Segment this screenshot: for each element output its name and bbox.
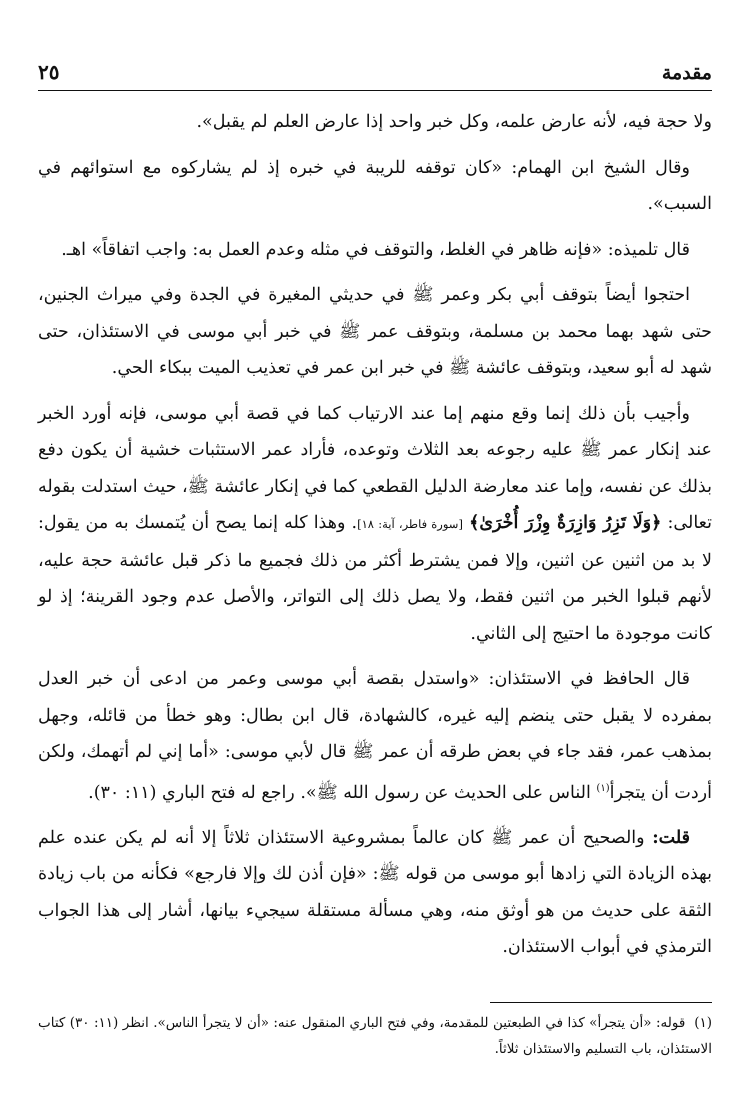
paragraph [38,396,712,653]
page-number: ٢٥ [38,60,60,84]
paragraph [38,820,712,966]
paragraph-text: الناس على الحديث عن رسول الله ﷺ». راجع له فتح الباري (١١: ٣٠). [88,782,591,803]
paragraph [38,661,712,811]
qult-label: قلت: [652,827,690,848]
header-rule [38,90,712,91]
footnote-marker: (١) [596,782,610,794]
verse-reference: [سورة فاطر، آية: ١٨] [357,517,463,531]
footnote-number: (١) [694,1015,713,1031]
paragraph: وقال الشيخ ابن الهمام: «كان توقفه للريبة في خبره إذ لم يشاركوه مع استوائهم في السبب». [38,157,712,214]
footnote [38,1010,712,1062]
paragraph-text: والصحيح أن عمر ﷺ كان عالماً بمشروعية الاستئذان ثلاثاً إلا أنه لم يكن عنده علم بهذه الزيادة التي زادها أبو موسى من قوله ﷺ: «فإن أذن لك وإلا فارجع» فكأنه من باب زيادة الثقة على حديث من هو أوثق منه، وهي مسألة مستقلة سيجيء بيانها، أشار إلى هذا الجواب الترمذي في أبواب الاستئذان. [38,827,712,958]
quran-verse: ﴿وَلَا تَزِرُ وَازِرَةٌ وِزْرَ أُخْرَىٰ﴾ [469,513,662,533]
paragraph-text: وأجيب بأن ذلك إنما وقع منهم إما عند الارتياب كما في قصة أبي موسى، فإنه أورد الخبر عند إنكار عمر ﷺ عليه رجوعه بعد الثلاث وتوعده، فأراد عمر الاستثبات خشية أن يكون دفع بذلك عن نفسه، وإما عند معارضة الدليل القطعي كما في إنكار عائشة ﷺ، حيث استدلت بقوله تعالى: [38,403,712,533]
paragraph: ولا حجة فيه، لأنه عارض علمه، وكل خبر واحد إذا عارض العلم لم يقبل». [196,112,712,132]
page-header [38,58,712,84]
running-title: مقدمة [661,62,712,84]
paragraph-text: قال الحافظ في الاستئذان: «واستدل بقصة أبي موسى وعمر من ادعى أن خبر العدل بمفرده لا يقبل حتى ينضم إليه غيره، كالشهادة، قال ابن بطال: وهو خطأ من قائله، وجهل بمذهب عمر، فقد جاء في بعض طرقه أن عمر ﷺ قال لأبي موسى: «أما إني لم أتهمك، ولكن أردت أن يتجرأ [38,669,712,803]
footnote-rule [490,1002,712,1003]
main-text [38,104,712,975]
paragraph: احتجوا أيضاً بتوقف أبي بكر وعمر ﷺ في حديثي المغيرة في الجدة وفي ميراث الجنين، حتى شهد بهما محمد بن مسلمة، وبتوقف عمر ﷺ في خبر أبي موسى في الاستئذان، حتى شهد له أبو سعيد، وبتوقف عائشة ﷺ في خبر ابن عمر في تعذيب الميت ببكاء الحي. [38,285,712,378]
footnote-text: قوله: «أن يتجرأ» كذا في الطبعتين للمقدمة، وفي فتح الباري المنقول عنه: «أن لا يتجرأ الناس». انظر (١١: ٣٠) كتاب الاستئذان، باب التسليم والاستئذان ثلاثاً. [38,1015,712,1057]
paragraph-text: . وهذا كله إنما يصح أن يُتمسك به من يقول: لا بد من اثنين عن اثنين، وإلا فمن يشترط أكثر من ذلك فجميع ما ذكر قبل عائشة حجة عليه، لأنهم قبلوا الخبر من اثنين فقط، ولا يصل ذلك إلى التواتر، والأصل عدم وجود القرينة؛ إذ لو كانت موجودة ما احتيج إلى الثاني. [38,513,712,644]
paragraph: قال تلميذه: «فإنه ظاهر في الغلط، والتوقف في مثله وعدم العمل به: واجب اتفاقاً» اهـ. [61,239,690,260]
